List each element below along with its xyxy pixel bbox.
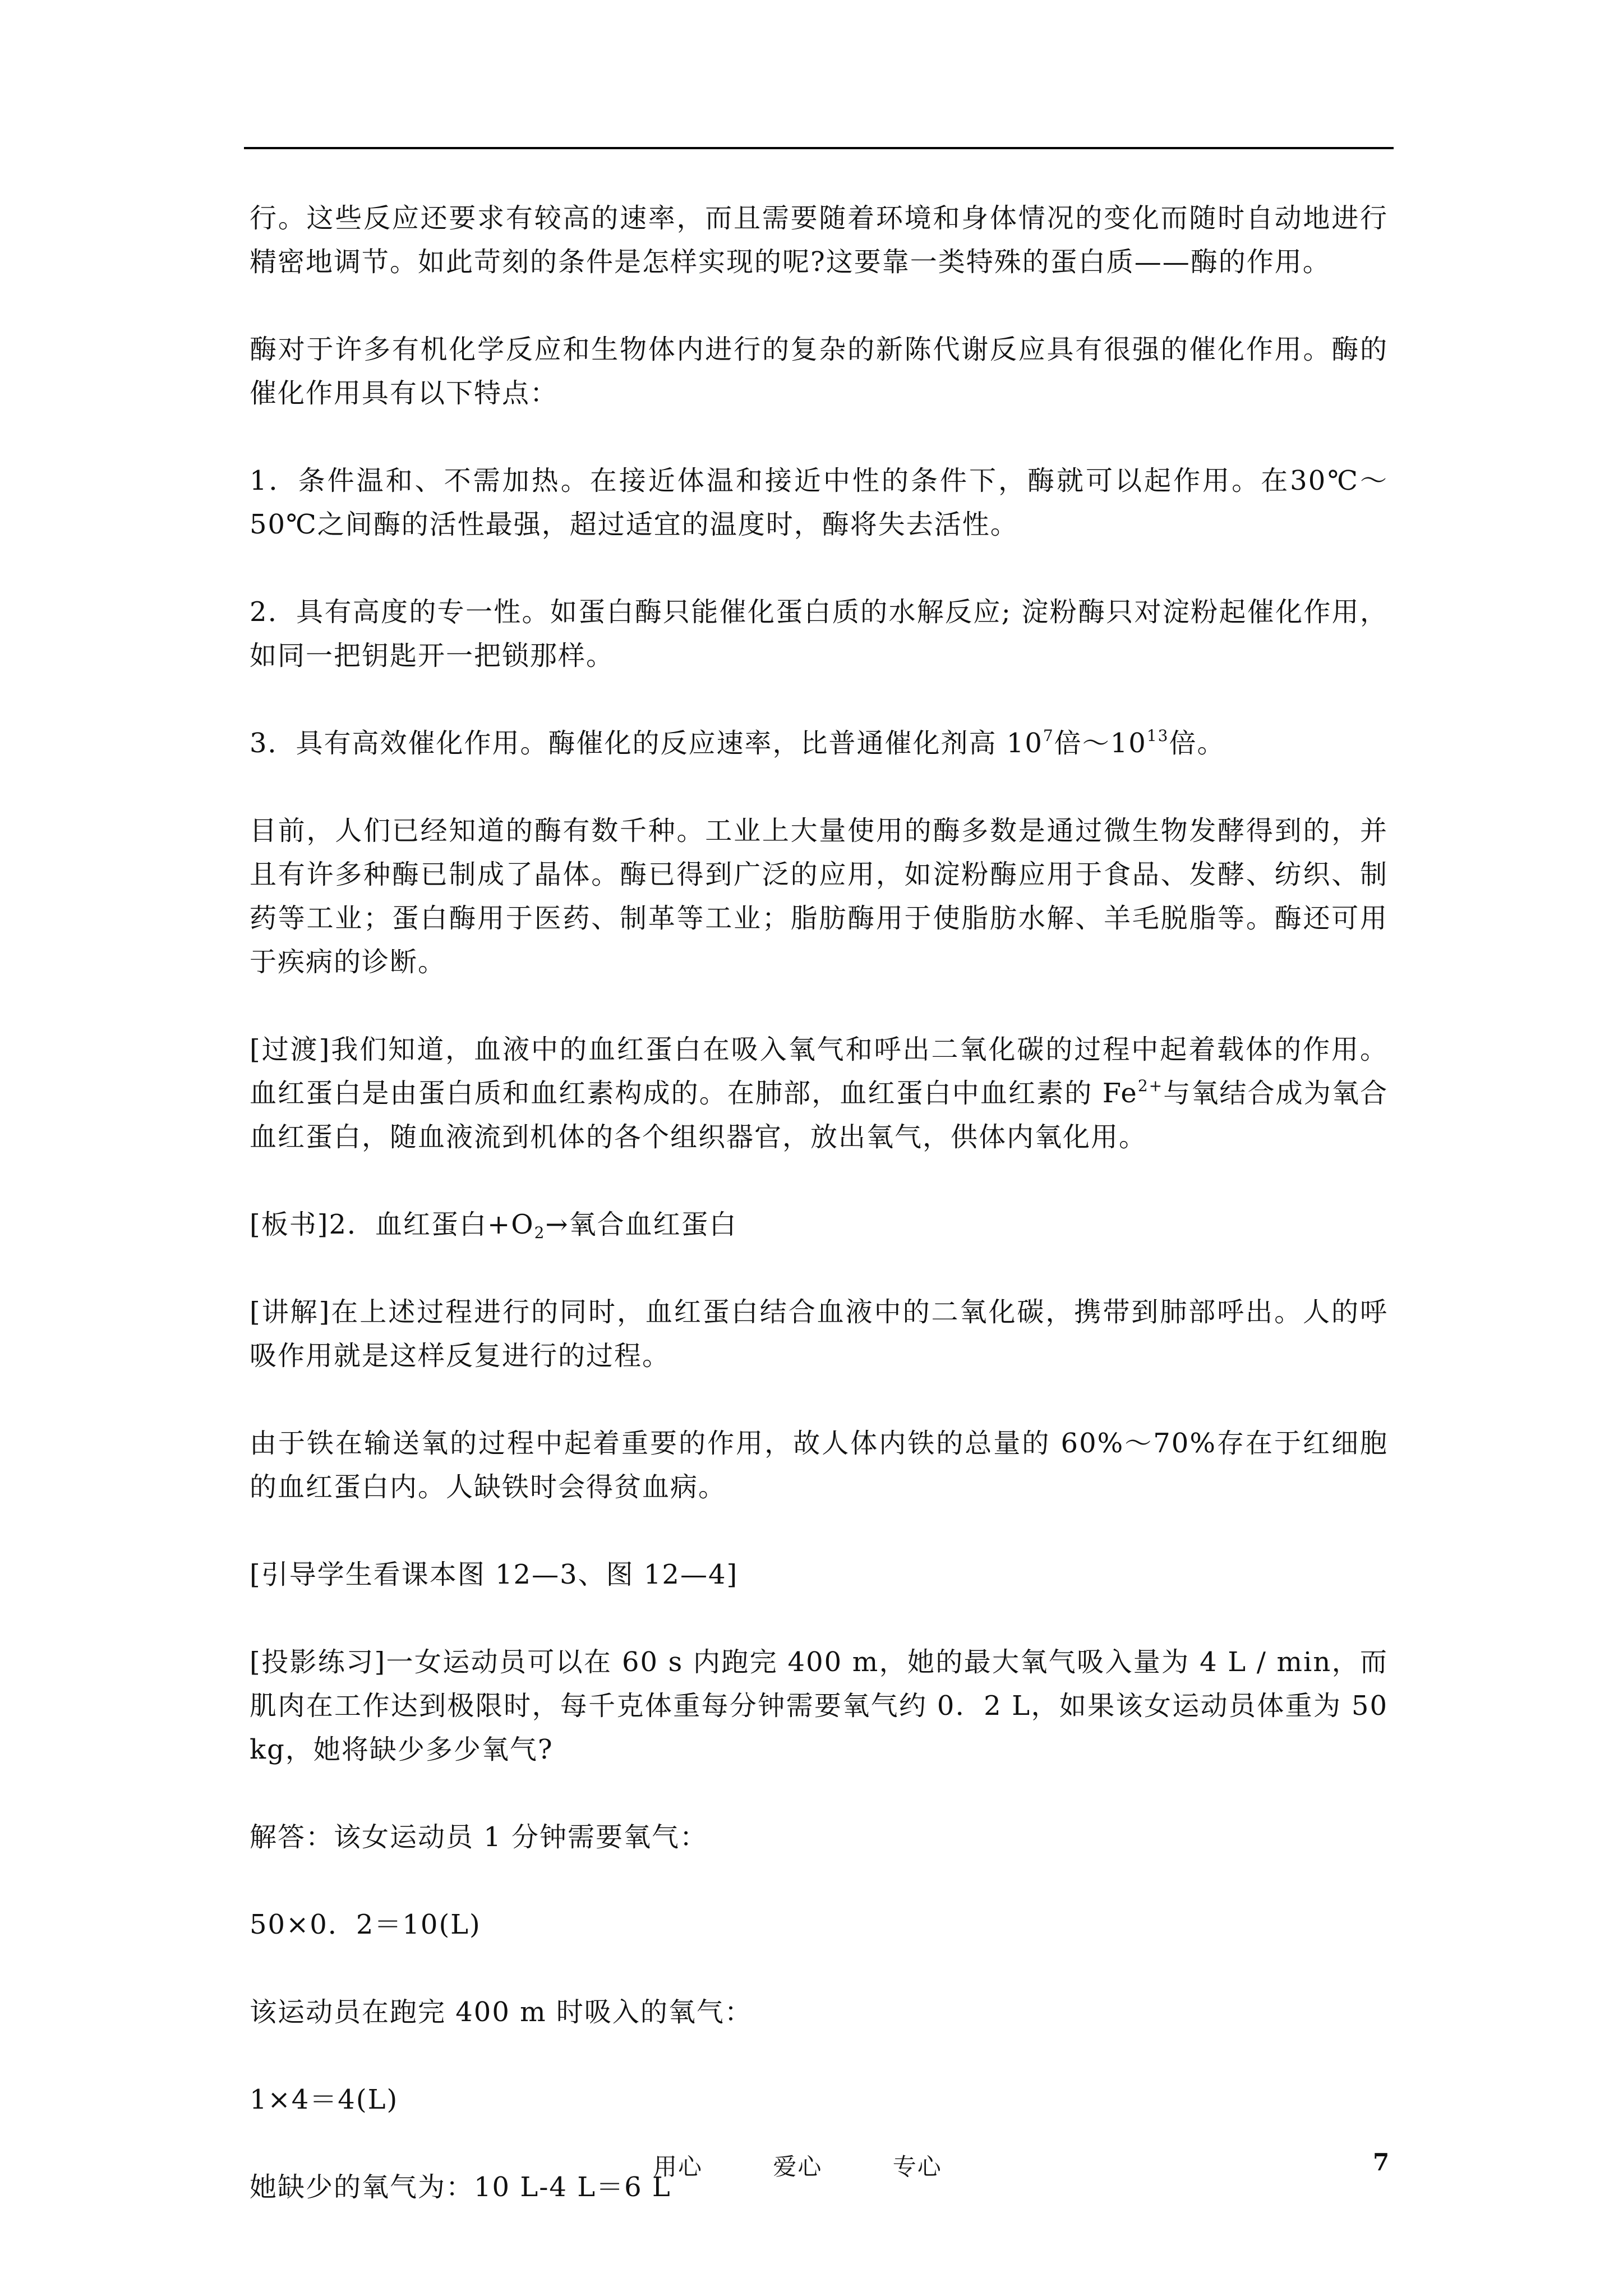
footer-motto-1: 用心 [653,2153,703,2180]
paragraph-5-part-a: 3．具有高效催化作用。酶催化的反应速率，比普通催化剂高 10 [250,728,1043,759]
page-number: 7 [1373,2148,1390,2176]
footer-motto-2: 爱心 [773,2153,823,2180]
paragraph-6: 目前，人们已经知道的酶有数千种。工业上大量使用的酶多数是通过微生物发酵得到的，并且有许多种酶已制成了晶体。酶已得到广泛的应用，如淀粉酶应用于食品、发酵、纺织、制药等工业；蛋白酶用于医药、制革等工业；脂肪酶用于使脂肪水解、羊毛脱脂等。酶还可用于疾病的诊断。 [250,815,1388,978]
paragraph-14: 50×0．2＝10(L) [250,1909,481,1940]
paragraph-7-part-a: [过渡]我们知道，血液中的血红蛋白在吸入氧气和呼出二氧化碳的过程中起着载体的作用。血红蛋白是由蛋白质和血红素构成的。在肺部，血红蛋白中血红素的 Fe [250,1034,1388,1109]
paragraph-7 [250,1028,1388,1159]
superscript-exponent-13: 13 [1146,726,1169,745]
footer-motto [653,2148,1004,2182]
paragraph-5 [250,721,1388,765]
paragraph-4: 2．具有高度的专一性。如蛋白酶只能催化蛋白质的水解反应; 淀粉酶只对淀粉起催化作用，如同一把钥匙开一把锁那样。 [250,596,1388,671]
paragraph-9: [讲解]在上述过程进行的同时，血红蛋白结合血液中的二氧化碳，携带到肺部呼出。人的呼吸作用就是这样反复进行的过程。 [250,1296,1388,1372]
page-body [250,196,1388,2253]
paragraph-10: 由于铁在输送氧的过程中起着重要的作用，故人体内铁的总量的 60%～70%存在于红细胞的血红蛋白内。人缺铁时会得贫血病。 [250,1428,1388,1503]
paragraph-13: 解答：该女运动员 1 分钟需要氧气： [250,1821,708,1853]
superscript-ion-charge: 2+ [1137,1076,1164,1095]
footer-motto-3: 专心 [892,2153,942,2180]
header-rule [244,147,1394,149]
paragraph-5-part-b: 倍～10 [1054,728,1147,759]
superscript-exponent-7: 7 [1043,726,1054,745]
paragraph-8 [250,1203,1388,1246]
paragraph-8-part-a: [板书]2．血红蛋白+O [250,1209,534,1240]
subscript-oxygen: 2 [534,1223,546,1242]
paragraph-11: [引导学生看课本图 12—3、图 12—4] [250,1559,739,1590]
paragraph-17: 她缺少的氧气为：10 L-4 L＝6 L [250,2171,671,2203]
paragraph-16: 1×4＝4(L) [250,2084,399,2115]
paragraph-1: 行。这些反应还要求有较高的速率，而且需要随着环境和身体情况的变化而随时自动地进行精密地调节。如此苛刻的条件是怎样实现的呢?这要靠一类特殊的蛋白质——酶的作用。 [250,203,1388,278]
paragraph-15: 该运动员在跑完 400 m 时吸入的氧气： [250,1996,753,2028]
paragraph-3: 1．条件温和、不需加热。在接近体温和接近中性的条件下，酶就可以起作用。在30℃～50℃之间酶的活性最强，超过适宜的温度时，酶将失去活性。 [250,465,1388,540]
paragraph-5-part-c: 倍。 [1169,728,1225,759]
paragraph-2: 酶对于许多有机化学反应和生物体内进行的复杂的新陈代谢反应具有很强的催化作用。酶的催化作用具有以下特点： [250,334,1388,409]
paragraph-12: [投影练习]一女运动员可以在 60 s 内跑完 400 m，她的最大氧气吸入量为 4 L / min，而肌肉在工作达到极限时，每千克体重每分钟需要氧气约 0．2 L，如果该女运动员体重为 50 kg，她将缺少多少氧气? [250,1646,1388,1765]
paragraph-8-part-b: →氧合血红蛋白 [545,1209,737,1240]
paragraph-7-part-b: 与氧结合成为氧合血红蛋白，随血液流到机体的各个组织器官，放出氧气，供体内氧化用。 [250,1078,1388,1153]
